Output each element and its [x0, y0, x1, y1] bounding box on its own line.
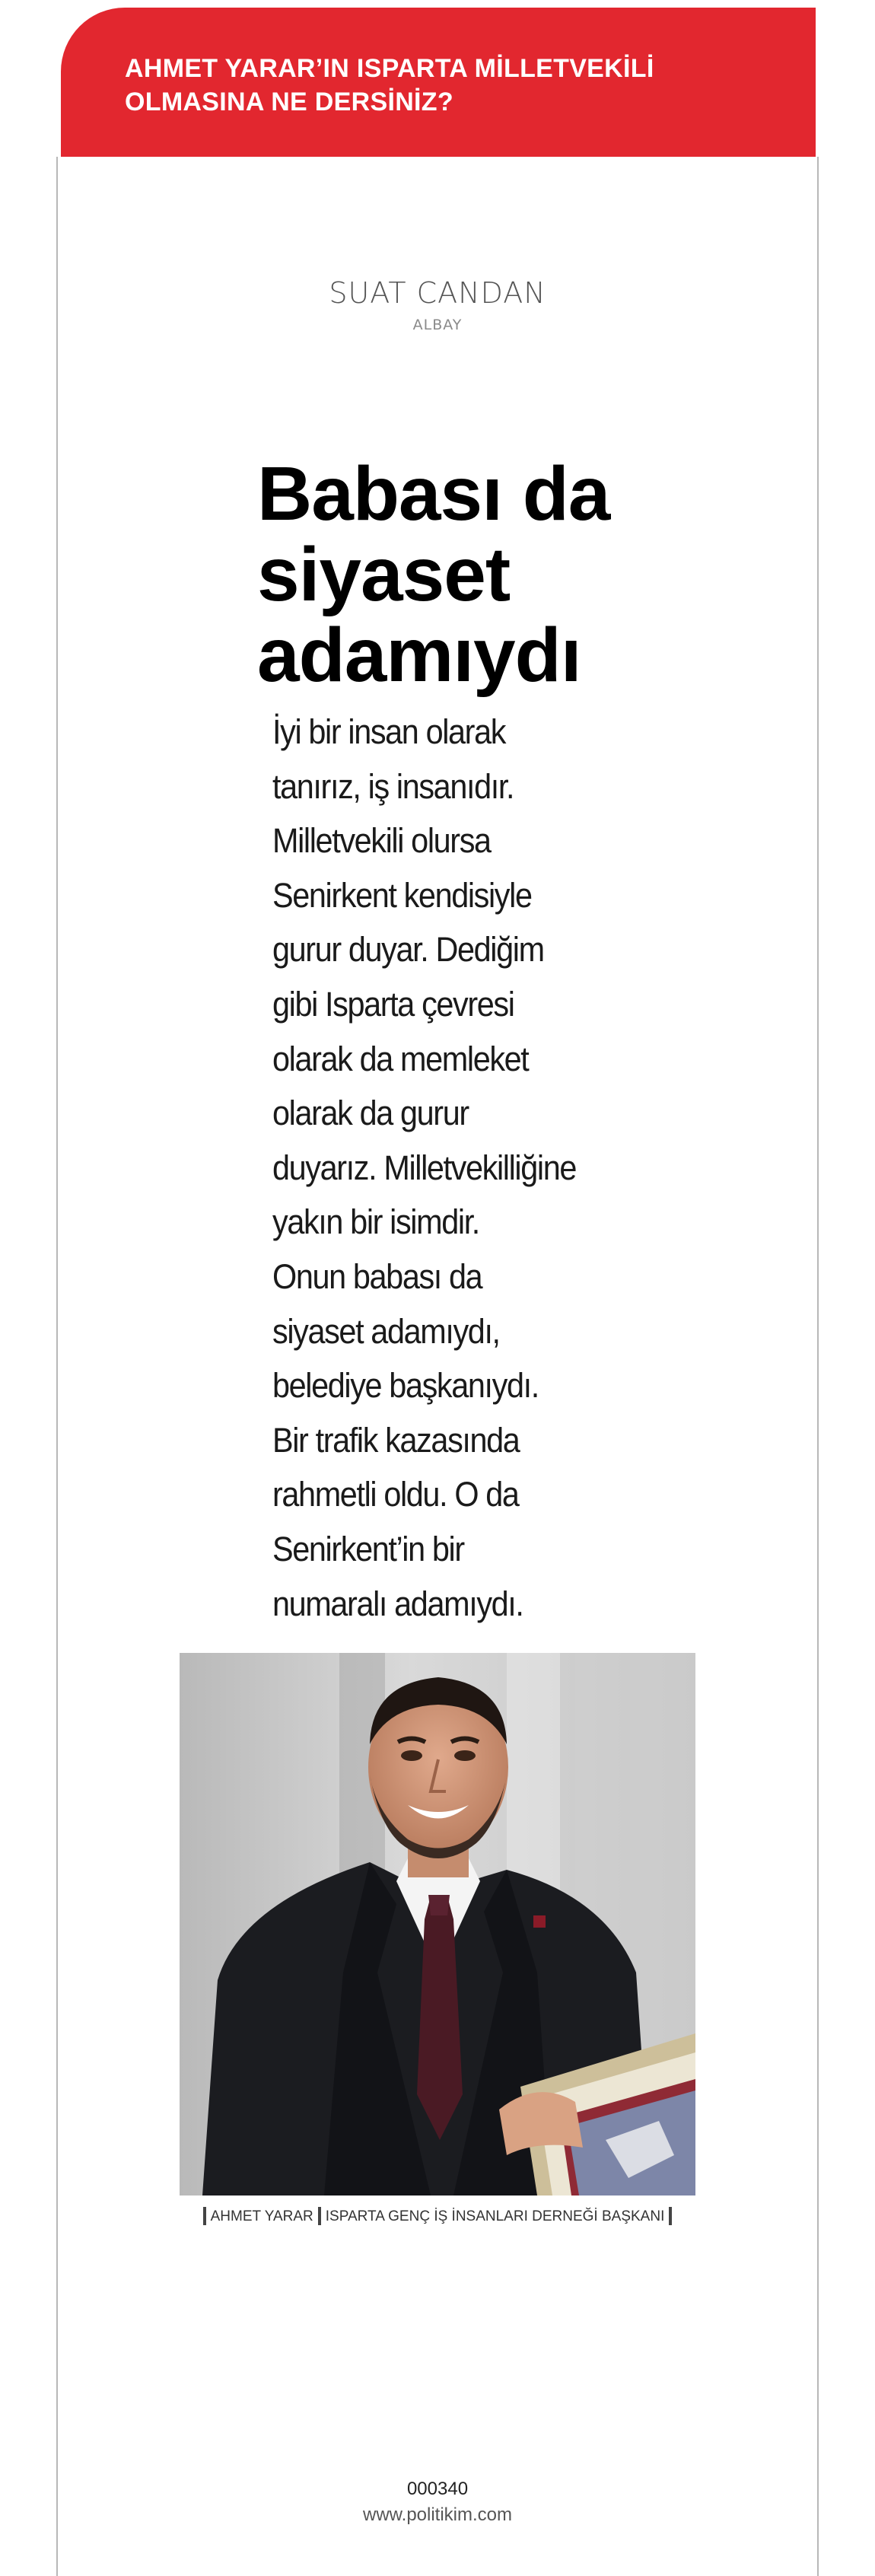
portrait-photo — [180, 1653, 695, 2195]
author-title: ALBAY — [412, 317, 463, 333]
header-banner — [61, 8, 816, 157]
headline-line-1: Babası da — [257, 451, 610, 537]
caption-person-name: AHMET YARAR — [210, 2208, 313, 2224]
caption-divider — [318, 2207, 321, 2225]
article-body: İyi bir insan olarak tanırız, iş insanıdır. Milletvekili olursa Senirkent kendisiyle gurur duyar. Dediğim gibi Isparta çevresi olarak da memleket olarak da gurur duyarız. Milletvekilliğine yakın bir isimdir. Onun babası da siyaset adamıydı, belediye başkanıydı. Bir trafik kazasında rahmetli oldu. O da Senirkent’in bir numaralı adamıydı. — [272, 712, 576, 1623]
article-headline — [257, 451, 653, 698]
headline-line-2: siyaset — [257, 532, 511, 617]
caption-person-role: ISPARTA GENÇ İŞ İNSANLARI DERNEĞİ BAŞKANI — [325, 2208, 665, 2224]
banner-title-line-2: OLMASINA NE DERSİNİZ? — [125, 88, 453, 116]
caption-divider — [203, 2207, 206, 2225]
headline-line-3: adamıydı — [257, 613, 581, 698]
portrait-illustration — [180, 1653, 695, 2195]
photo-caption — [0, 2207, 875, 2227]
banner-title-line-1: AHMET YARAR’IN ISPARTA MİLLETVEKİLİ — [125, 54, 654, 83]
page-number: 000340 — [406, 2479, 469, 2499]
website-url: www.politikim.com — [362, 2504, 513, 2525]
banner-title — [125, 52, 749, 119]
author-name: SUAT CANDAN — [329, 276, 546, 310]
caption-divider — [669, 2207, 672, 2225]
